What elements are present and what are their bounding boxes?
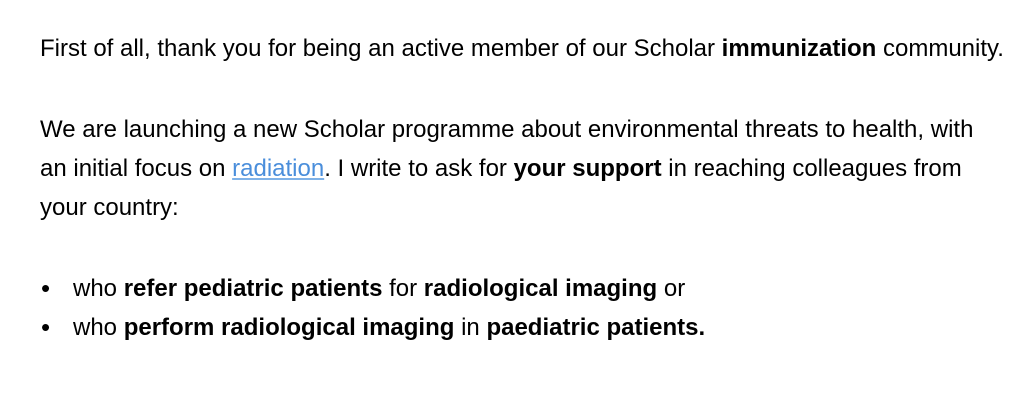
radiation-link[interactable]: radiation [232,155,325,182]
text-run: First of all, thank you for being an active member of our Scholar [40,35,722,62]
list-item-perform [40,308,1004,347]
text-run: for [382,275,424,302]
list-item-refer [40,269,1004,308]
paragraph-programme [40,110,1004,227]
bold-text-perform-radiological-imaging: perform radiological imaging [123,314,455,341]
paragraph-intro [40,29,1004,68]
text-run: . I write to ask for [324,155,514,182]
text-run: in reaching colleagues from your country: [40,155,962,221]
text-run: who [73,275,124,302]
criteria-list [40,269,1004,347]
bold-text-immunization: immunization [721,35,877,62]
bold-text-paediatric-patients: paediatric patients. [486,314,706,341]
bold-text-radiological-imaging: radiological imaging [423,275,658,302]
text-run: community. [876,35,1004,62]
text-run: in [454,314,487,341]
text-run: who [73,314,124,341]
text-run: We are launching a new Scholar programme about environmental threats to health, with an initial focus on [40,116,974,182]
text-run: or [657,275,686,302]
bold-text-your-support: your support [513,155,662,182]
bold-text-refer-pediatric-patients: refer pediatric patients [123,275,383,302]
